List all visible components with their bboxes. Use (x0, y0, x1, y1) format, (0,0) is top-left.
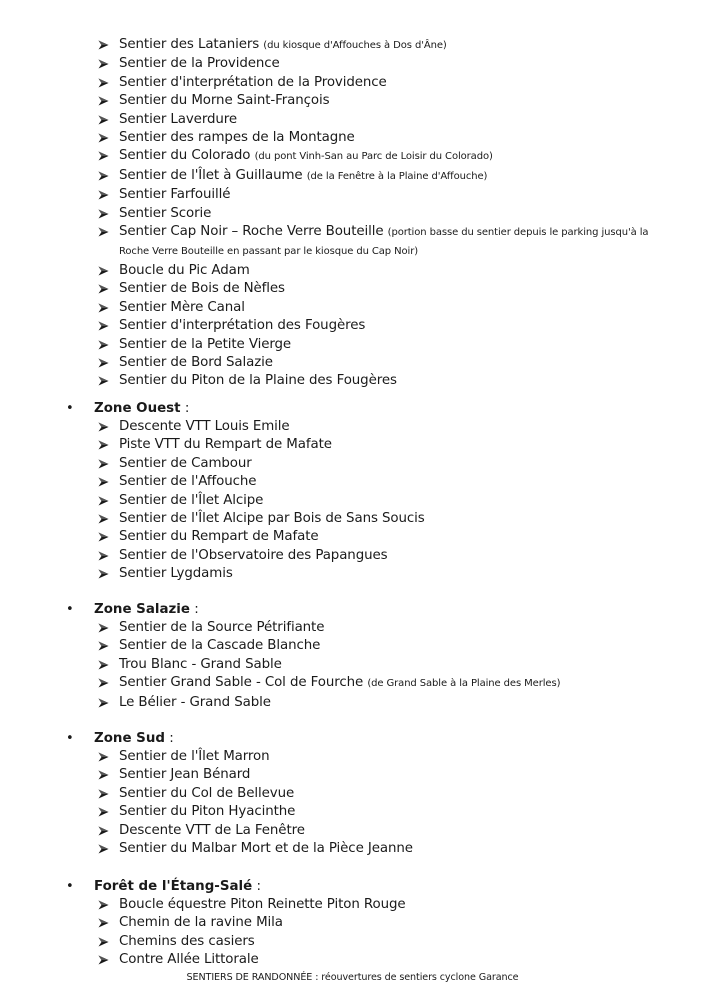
trail-name: Sentier de la Source Pétrifiante (119, 620, 325, 635)
arrowhead-icon (98, 336, 112, 354)
bullet-icon: • (66, 731, 74, 746)
trail-list-zone-salazie (98, 619, 658, 712)
zone-title: Zone Sud (94, 731, 165, 746)
zone-title: Forêt de l'Étang-Salé (94, 879, 253, 894)
trail-list-continued (98, 36, 658, 391)
trail-list-item (98, 656, 658, 674)
trail-list-item (98, 262, 658, 280)
trail-list-item (98, 565, 658, 583)
arrowhead-icon (98, 619, 112, 637)
bullet-icon: • (66, 401, 74, 416)
trail-name: Sentier de l'Îlet Alcipe (119, 492, 264, 508)
arrowhead-icon (98, 748, 112, 766)
trail-list-item (98, 336, 658, 354)
arrowhead-icon (98, 205, 112, 223)
trail-name: Le Bélier - Grand Sable (119, 694, 271, 710)
trail-list-item (98, 129, 658, 147)
arrowhead-icon (98, 36, 112, 54)
trail-list-item (98, 92, 658, 110)
trail-name: Sentier du Morne Saint-François (119, 93, 330, 109)
trail-list-item (98, 299, 658, 317)
trail-note: (de la Fenêtre à la Plaine d'Affouche) (306, 170, 488, 182)
trail-name: Sentier Scorie (119, 205, 212, 221)
arrowhead-icon (98, 933, 112, 951)
trail-name: Sentier de l'Îlet à Guillaume (119, 167, 303, 183)
trail-name: Descente VTT de La Fenêtre (119, 822, 305, 838)
trail-list-item (98, 547, 658, 565)
trail-list-zone-ouest (98, 418, 658, 584)
trail-name: Chemin de la ravine Mila (119, 915, 283, 931)
trail-note: (du pont Vinh-San au Parc de Loisir du Colorado) (254, 151, 493, 163)
trail-list-item (98, 785, 658, 803)
arrowhead-icon (98, 528, 112, 546)
trail-name: Sentier de l'Îlet Marron (119, 749, 270, 764)
trail-list-item (98, 455, 658, 473)
arrowhead-icon (98, 840, 112, 858)
arrowhead-icon (98, 299, 112, 317)
trail-name: Sentier des rampes de la Montagne (119, 130, 355, 146)
trail-name: Sentier Cap Noir – Roche Verre Bouteille (119, 224, 384, 240)
trail-list-item (98, 914, 658, 932)
trail-note: (de Grand Sable à la Plaine des Merles) (367, 678, 561, 690)
arrowhead-icon (98, 223, 112, 241)
arrowhead-icon (98, 92, 112, 110)
trail-list-item (98, 186, 658, 204)
zone-heading-salazie (66, 601, 199, 619)
trail-list-item (98, 436, 658, 454)
trail-name: Sentier de l'Affouche (119, 474, 257, 490)
arrowhead-icon (98, 55, 112, 73)
arrowhead-icon (98, 372, 112, 390)
trail-list-item (98, 803, 658, 821)
trail-note: (du kiosque d'Affouches à Dos d'Âne) (263, 40, 447, 51)
zone-title-suffix: : (189, 602, 199, 617)
trail-name: Sentier de Bois de Nèfles (119, 281, 285, 297)
trail-list-item (98, 223, 658, 262)
zone-title: Zone Ouest (94, 401, 181, 416)
trail-name: Sentier du Malbar Mort et de la Pièce Jeanne (119, 841, 413, 857)
trail-list-item (98, 896, 658, 914)
arrowhead-icon (98, 455, 112, 473)
trail-name: Sentier de l'Observatoire des Papangues (119, 547, 388, 563)
zone-title-suffix: : (180, 401, 190, 416)
trail-name: Chemins des casiers (119, 933, 255, 949)
trail-list-item (98, 840, 658, 858)
trail-name: Sentier de la Petite Vierge (119, 336, 292, 352)
trail-name: Sentier Laverdure (119, 111, 238, 127)
arrowhead-icon (98, 896, 112, 914)
trail-list-item (98, 167, 658, 186)
arrowhead-icon (98, 436, 112, 454)
arrowhead-icon (98, 492, 112, 510)
trail-name: Boucle équestre Piton Reinette Piton Rouge (119, 897, 406, 912)
zone-title-suffix: : (252, 879, 261, 894)
trail-list-item (98, 822, 658, 840)
trail-name: Sentier Grand Sable - Col de Fourche (119, 675, 364, 691)
arrowhead-icon (98, 656, 112, 674)
arrowhead-icon (98, 354, 112, 372)
arrowhead-icon (98, 785, 112, 803)
trail-list-item (98, 766, 658, 784)
arrowhead-icon (98, 951, 112, 969)
trail-list-item (98, 510, 658, 528)
arrowhead-icon (98, 111, 112, 129)
bullet-icon: • (66, 602, 74, 617)
trail-list-item (98, 317, 658, 335)
trail-name: Sentier du Colorado (119, 148, 251, 164)
trail-list-item (98, 694, 658, 712)
trail-list-item (98, 951, 658, 969)
trail-list-item (98, 354, 658, 372)
arrowhead-icon (98, 803, 112, 821)
trail-name: Sentier de la Providence (119, 56, 280, 72)
trail-list-item (98, 74, 658, 92)
arrowhead-icon (98, 74, 112, 92)
zone-heading-sud (66, 730, 174, 748)
arrowhead-icon (98, 418, 112, 436)
trail-list-item (98, 492, 658, 510)
trail-list-item (98, 36, 658, 55)
trail-name: Sentier du Piton de la Plaine des Fougères (119, 373, 397, 389)
arrowhead-icon (98, 280, 112, 298)
arrowhead-icon (98, 147, 112, 165)
page-footer: SENTIERS DE RANDONNÉE : réouvertures de sentiers cyclone Garance (186, 972, 519, 983)
trail-name: Descente VTT Louis Emile (119, 419, 290, 434)
trail-list-item (98, 674, 658, 693)
arrowhead-icon (98, 317, 112, 335)
arrowhead-icon (98, 547, 112, 565)
arrowhead-icon (98, 914, 112, 932)
trail-list-item (98, 111, 658, 129)
trail-name: Sentier du Rempart de Mafate (119, 529, 319, 545)
trail-note: (portion basse du sentier depuis le parking jusqu'à la Roche Verre Bouteille en passant par le kiosque du Cap Noir) (119, 227, 649, 258)
arrowhead-icon (98, 129, 112, 147)
trail-list-item (98, 147, 658, 166)
trail-list-item (98, 372, 658, 390)
trail-name: Piste VTT du Rempart de Mafate (119, 437, 332, 453)
trail-list-zone-etang-sale (98, 896, 658, 970)
trail-name: Contre Allée Littorale (119, 952, 259, 968)
zone-heading-etang-sale (66, 878, 261, 896)
zone-title-suffix: : (164, 731, 174, 746)
arrowhead-icon (98, 766, 112, 784)
arrowhead-icon (98, 694, 112, 712)
trail-list-item (98, 933, 658, 951)
arrowhead-icon (98, 473, 112, 491)
arrowhead-icon (98, 262, 112, 280)
arrowhead-icon (98, 186, 112, 204)
arrowhead-icon (98, 167, 112, 185)
trail-list-item (98, 619, 658, 637)
arrowhead-icon (98, 822, 112, 840)
trail-list-item (98, 55, 658, 73)
bullet-icon: • (66, 879, 74, 894)
trail-name: Sentier du Col de Bellevue (119, 785, 295, 801)
arrowhead-icon (98, 565, 112, 583)
trail-list-item (98, 280, 658, 298)
trail-name: Trou Blanc - Grand Sable (119, 656, 282, 672)
trail-name: Sentier d'interprétation des Fougères (119, 318, 366, 334)
trail-name: Sentier de Bord Salazie (119, 354, 273, 370)
trail-list-item (98, 205, 658, 223)
arrowhead-icon (98, 510, 112, 528)
arrowhead-icon (98, 637, 112, 655)
trail-name: Sentier de la Cascade Blanche (119, 638, 321, 654)
trail-name: Sentier de l'Îlet Alcipe par Bois de Sans Soucis (119, 511, 425, 527)
trail-name: Sentier des Lataniers (119, 37, 260, 52)
trail-name: Sentier Farfouillé (119, 187, 231, 203)
trail-name: Sentier Jean Bénard (119, 767, 251, 783)
trail-list-zone-sud (98, 748, 658, 858)
zone-heading-ouest (66, 400, 189, 418)
trail-name: Sentier de Cambour (119, 455, 252, 471)
arrowhead-icon (98, 674, 112, 692)
trail-list-item (98, 637, 658, 655)
trail-list-item (98, 418, 658, 436)
trail-name: Sentier Mère Canal (119, 299, 245, 315)
zone-title: Zone Salazie (94, 602, 190, 617)
trail-list-item (98, 748, 658, 766)
trail-name: Sentier du Piton Hyacinthe (119, 804, 296, 820)
trail-list-item (98, 473, 658, 491)
trail-list-item (98, 528, 658, 546)
trail-name: Sentier d'interprétation de la Providence (119, 74, 387, 90)
trail-name: Sentier Lygdamis (119, 566, 233, 582)
trail-name: Boucle du Pic Adam (119, 262, 250, 278)
